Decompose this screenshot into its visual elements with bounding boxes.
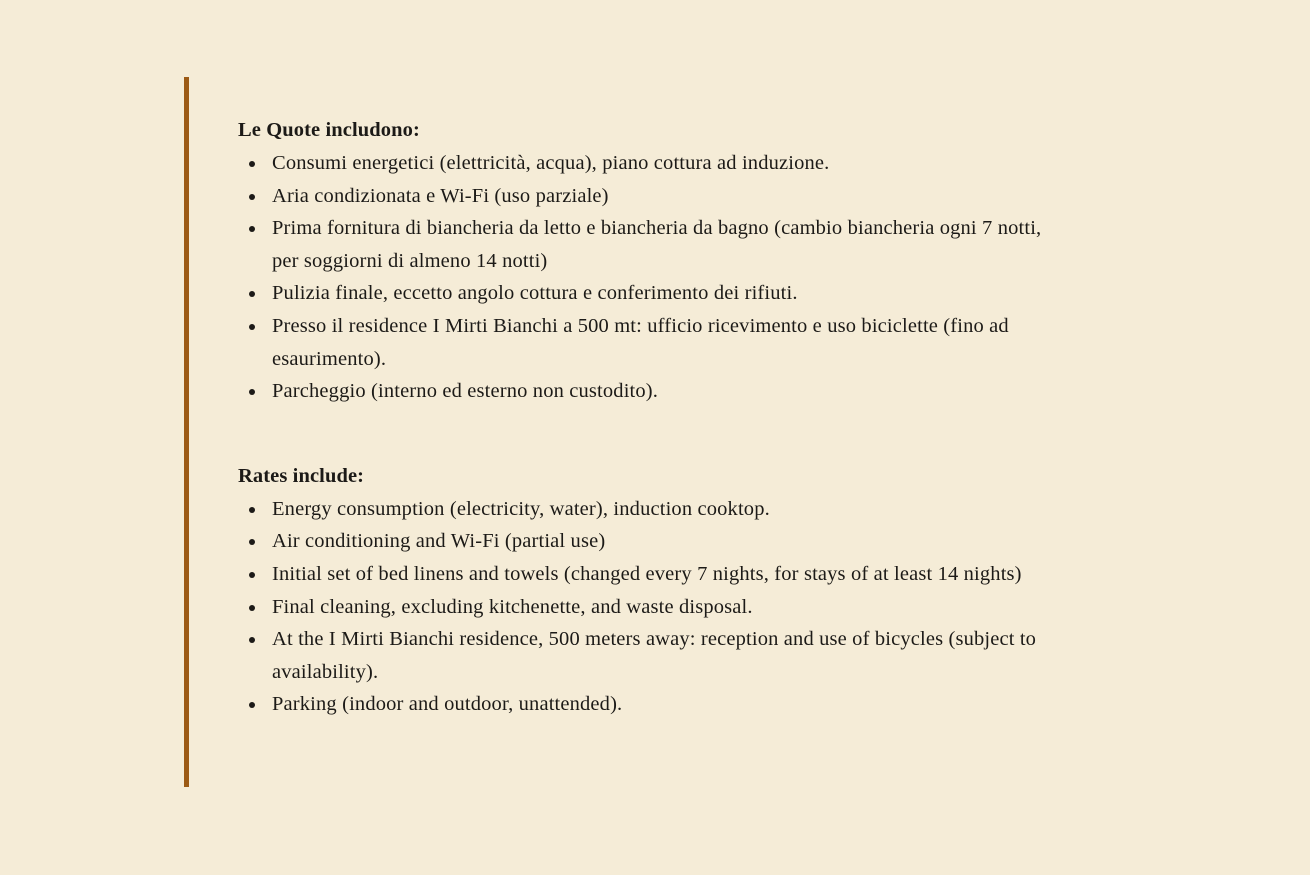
- list-item-text: Prima fornitura di biancheria da letto e biancheria da bagno (cambio biancheria ogni 7 notti, per soggiorni di almeno 14 notti): [272, 217, 1042, 272]
- list-item: [238, 493, 1062, 526]
- list-item: [238, 375, 1062, 408]
- list-item: [238, 147, 1062, 180]
- list-item: [238, 525, 1062, 558]
- list-item-text: At the I Mirti Bianchi residence, 500 meters away: reception and use of bicycles (subject to availability).: [272, 628, 1037, 683]
- list-item: [238, 180, 1062, 213]
- rates-content: [238, 114, 1078, 721]
- list-item-text: Energy consumption (electricity, water), induction cooktop.: [272, 497, 770, 520]
- section-heading-english: Rates include:: [238, 464, 365, 487]
- bullet-icon: [249, 702, 255, 708]
- bullet-icon: [249, 507, 255, 513]
- bullet-icon: [249, 389, 255, 395]
- list-item-text: Aria condizionata e Wi-Fi (uso parziale): [272, 184, 609, 207]
- included-list-english: [238, 493, 1078, 721]
- bullet-icon: [249, 637, 255, 643]
- list-item: [238, 277, 1062, 310]
- list-item: [238, 623, 1062, 688]
- list-item: [238, 558, 1062, 591]
- list-item: [238, 688, 1062, 721]
- accent-bar: [184, 77, 189, 787]
- italian-section: [238, 114, 1078, 408]
- bullet-icon: [249, 161, 255, 167]
- list-item-text: Initial set of bed linens and towels (changed every 7 nights, for stays of at least 14 nights): [272, 562, 1022, 585]
- bullet-icon: [249, 291, 255, 297]
- list-item-text: Final cleaning, excluding kitchenette, and waste disposal.: [272, 595, 753, 618]
- bullet-icon: [249, 226, 255, 232]
- list-item: [238, 591, 1062, 624]
- section-heading-italian: Le Quote includono:: [238, 119, 420, 141]
- english-section: [238, 460, 1078, 721]
- list-item-text: Consumi energetici (elettricità, acqua), piano cottura ad induzione.: [272, 152, 830, 174]
- bullet-icon: [249, 194, 255, 200]
- list-item-text: Parking (indoor and outdoor, unattended).: [272, 693, 623, 716]
- list-item-text: Parcheggio (interno ed esterno non custodito).: [272, 380, 659, 403]
- list-item-text: Air conditioning and Wi-Fi (partial use): [272, 530, 606, 553]
- list-item-text: Presso il residence I Mirti Bianchi a 500 mt: ufficio ricevimento e uso biciclette (fino ad esaurimento).: [272, 314, 1009, 370]
- list-item-text: Pulizia finale, eccetto angolo cottura e conferimento dei rifiuti.: [272, 282, 798, 305]
- bullet-icon: [249, 324, 255, 330]
- bullet-icon: [249, 605, 255, 611]
- included-list-italian: [238, 147, 1078, 408]
- bullet-icon: [249, 572, 255, 578]
- list-item: [238, 310, 1062, 375]
- bullet-icon: [249, 539, 255, 545]
- list-item: [238, 212, 1062, 277]
